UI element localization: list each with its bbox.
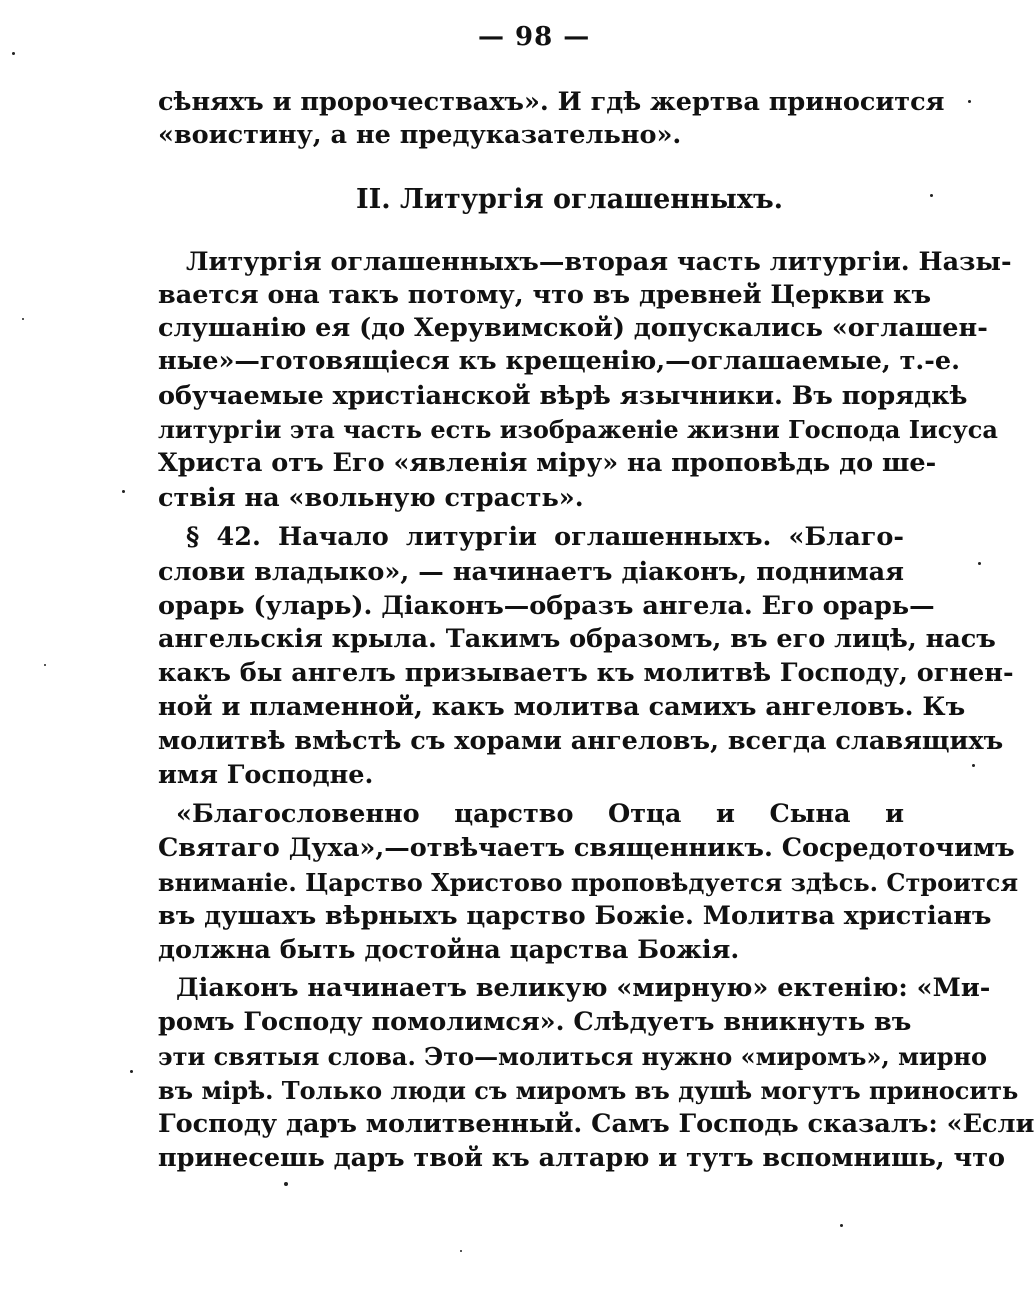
scan-speck (460, 1250, 462, 1252)
text-line: эти святыя слова. Это—молиться нужно «миромъ», мирно (158, 1042, 988, 1071)
scan-speck (968, 100, 971, 103)
page-number: — 98 — (478, 22, 591, 52)
scan-speck (44, 664, 46, 666)
text-line: вается она такъ потому, что въ древней Церкви къ (158, 280, 932, 310)
text-line: вниманіе. Царство Христово проповѣдуется здѣсь. Строится (158, 868, 1019, 897)
text-line: Господу даръ молитвенный. Самъ Господь сказалъ: «Если (158, 1109, 1034, 1139)
text-line: Святаго Духа»,—отвѣчаетъ священникъ. Сосредоточимъ (158, 833, 1015, 863)
scan-speck (122, 490, 125, 493)
scan-speck (840, 1224, 843, 1227)
text-line: сѣняхъ и пророчествахъ». И гдѣ жертва приносится (158, 87, 945, 117)
text-line: ной и пламенной, какъ молитва самихъ ангеловъ. Къ (158, 692, 966, 722)
section-heading: II. Литургія оглашенныхъ. (356, 184, 784, 215)
scan-speck (972, 764, 975, 767)
text-line: молитвѣ вмѣстѣ съ хорами ангеловъ, всегда славящихъ (158, 726, 1004, 756)
text-line: ные»—готовящіеся къ крещенію,—оглашаемые, т.-е. (158, 346, 960, 376)
text-line: слови владыко», — начинаетъ діаконъ, поднимая (158, 557, 904, 587)
text-line: орарь (уларь). Діаконъ—образъ ангела. Его орарь— (158, 591, 935, 621)
text-line: «воистину, а не предуказательно». (158, 120, 682, 150)
scan-speck (22, 318, 24, 320)
text-line: обучаемые христіанской вѣрѣ язычники. Въ порядкѣ (158, 381, 968, 411)
text-line: § 42. Начало литургіи оглашенныхъ. «Благо- (186, 522, 904, 552)
text-line: Діаконъ начинаетъ великую «мирную» ектенію: «Ми- (176, 973, 991, 1003)
text-line: какъ бы ангелъ призываетъ къ молитвѣ Господу, огнен- (158, 658, 1014, 688)
scan-speck (978, 562, 981, 565)
scan-speck (12, 52, 15, 55)
text-line: «Благословенно царство Отца и Сына и (176, 799, 904, 829)
text-line: имя Господне. (158, 760, 374, 790)
text-line: ангельскія крыла. Такимъ образомъ, въ его лицѣ, насъ (158, 624, 996, 654)
text-line: должна быть достойна царства Божія. (158, 935, 740, 965)
text-line: слушанію ея (до Херувимской) допускались «оглашен- (158, 313, 988, 343)
scan-speck (284, 1182, 288, 1186)
text-line: Литургія оглашенныхъ—вторая часть литургіи. Назы- (186, 247, 1012, 277)
text-line: Христа отъ Его «явленія міру» на проповѣдь до ше- (158, 448, 937, 478)
scan-speck (130, 1070, 133, 1073)
text-line: въ душахъ вѣрныхъ царство Божіе. Молитва христіанъ (158, 901, 992, 931)
text-line: ромъ Господу помолимся». Слѣдуетъ вникнуть въ (158, 1007, 912, 1037)
text-line: въ мірѣ. Только люди съ миромъ въ душѣ могутъ приносить (158, 1076, 1019, 1105)
scan-speck (930, 194, 933, 197)
text-line: литургіи эта часть есть изображеніе жизни Господа Іисуса (158, 415, 998, 444)
text-line: принесешь даръ твой къ алтарю и тутъ вспомнишь, что (158, 1143, 1006, 1173)
text-line: ствія на «вольную страсть». (158, 483, 584, 513)
